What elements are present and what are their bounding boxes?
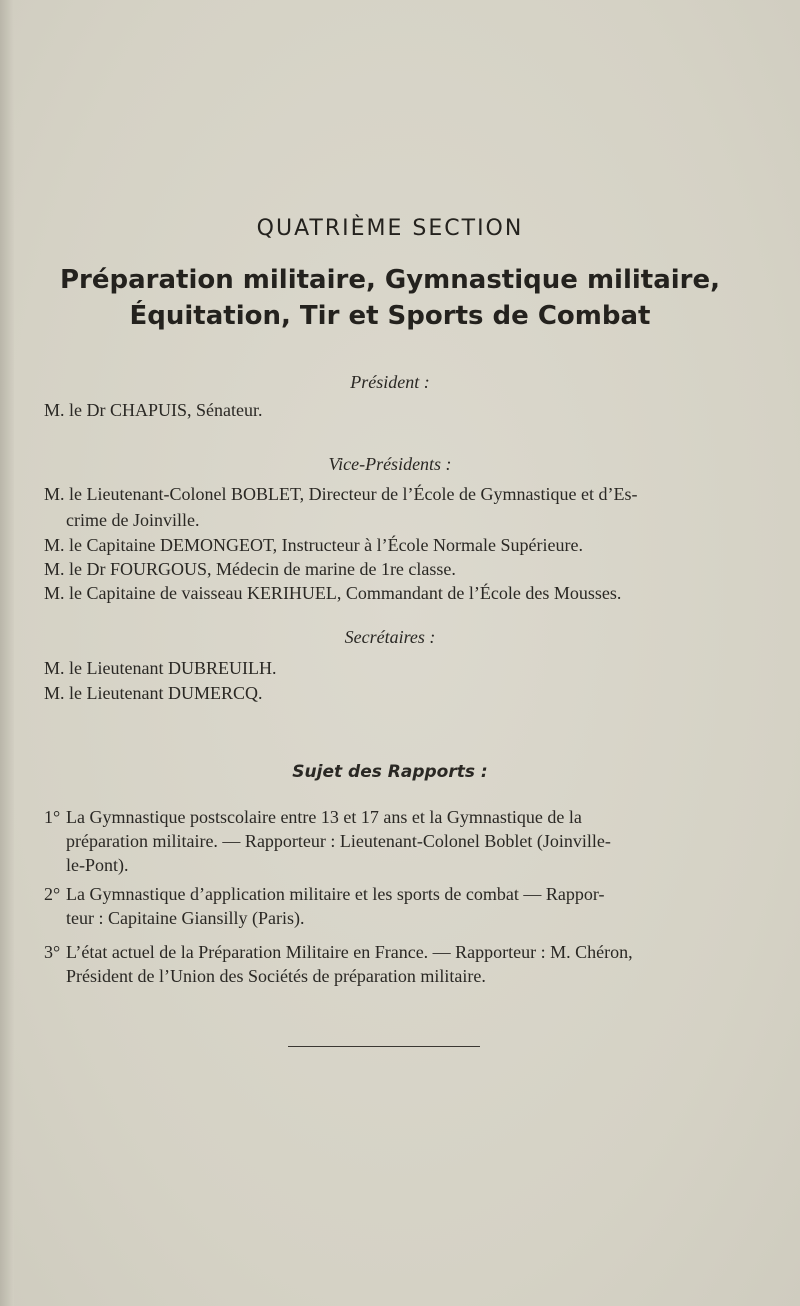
main-title-line-1: Préparation militaire, Gymnastique militaire, bbox=[59, 265, 720, 295]
president-heading: Président : bbox=[350, 372, 430, 392]
closing-rule bbox=[288, 1046, 480, 1047]
rapport-line: L’état actuel de la Préparation Militaire en France. — Rapporteur : M. Chéron, bbox=[66, 942, 633, 962]
rapports-heading: Sujet des Rapports : bbox=[292, 762, 488, 782]
president-entry: M. le Dr CHAPUIS, Sénateur. bbox=[44, 400, 263, 420]
rapport-line: La Gymnastique d’application militaire et les sports de combat — Rappor- bbox=[66, 884, 605, 904]
secretaire-line: M. le Lieutenant DUMERCQ. bbox=[44, 683, 263, 703]
rapport-number: 2° bbox=[44, 884, 61, 904]
vice-president-line: M. le Capitaine DEMONGEOT, Instructeur à l’École Normale Supérieure. bbox=[44, 535, 583, 555]
vice-president-line: M. le Dr FOURGOUS, Médecin de marine de 1re classe. bbox=[44, 559, 456, 579]
rapport-number: 3° bbox=[44, 942, 61, 962]
vice-presidents-heading: Vice-Présidents : bbox=[328, 454, 452, 474]
secretaires-heading: Secrétaires : bbox=[344, 627, 436, 647]
secretaire-line: M. le Lieutenant DUBREUILH. bbox=[44, 658, 277, 678]
main-title-line-2: Équitation, Tir et Sports de Combat bbox=[129, 301, 651, 331]
rapport-line: Président de l’Union des Sociétés de préparation militaire. bbox=[66, 966, 486, 986]
section-title: QUATRIÈME SECTION bbox=[256, 216, 524, 241]
vice-president-line: M. le Lieutenant-Colonel BOBLET, Directeur de l’École de Gymnastique et d’Es- bbox=[44, 484, 638, 504]
rapport-line: le-Pont). bbox=[66, 855, 129, 875]
main-title bbox=[0, 262, 780, 334]
rapport-line: La Gymnastique postscolaire entre 13 et 17 ans et la Gymnastique de la bbox=[66, 807, 582, 827]
page-edge-shadow bbox=[0, 0, 14, 1306]
vice-president-line: M. le Capitaine de vaisseau KERIHUEL, Commandant de l’École des Mousses. bbox=[44, 583, 622, 603]
rapport-number: 1° bbox=[44, 807, 61, 827]
rapport-line: préparation militaire. — Rapporteur : Lieutenant-Colonel Boblet (Joinville- bbox=[66, 831, 611, 851]
vice-president-line: crime de Joinville. bbox=[66, 510, 200, 530]
rapport-line: teur : Capitaine Giansilly (Paris). bbox=[66, 908, 305, 928]
